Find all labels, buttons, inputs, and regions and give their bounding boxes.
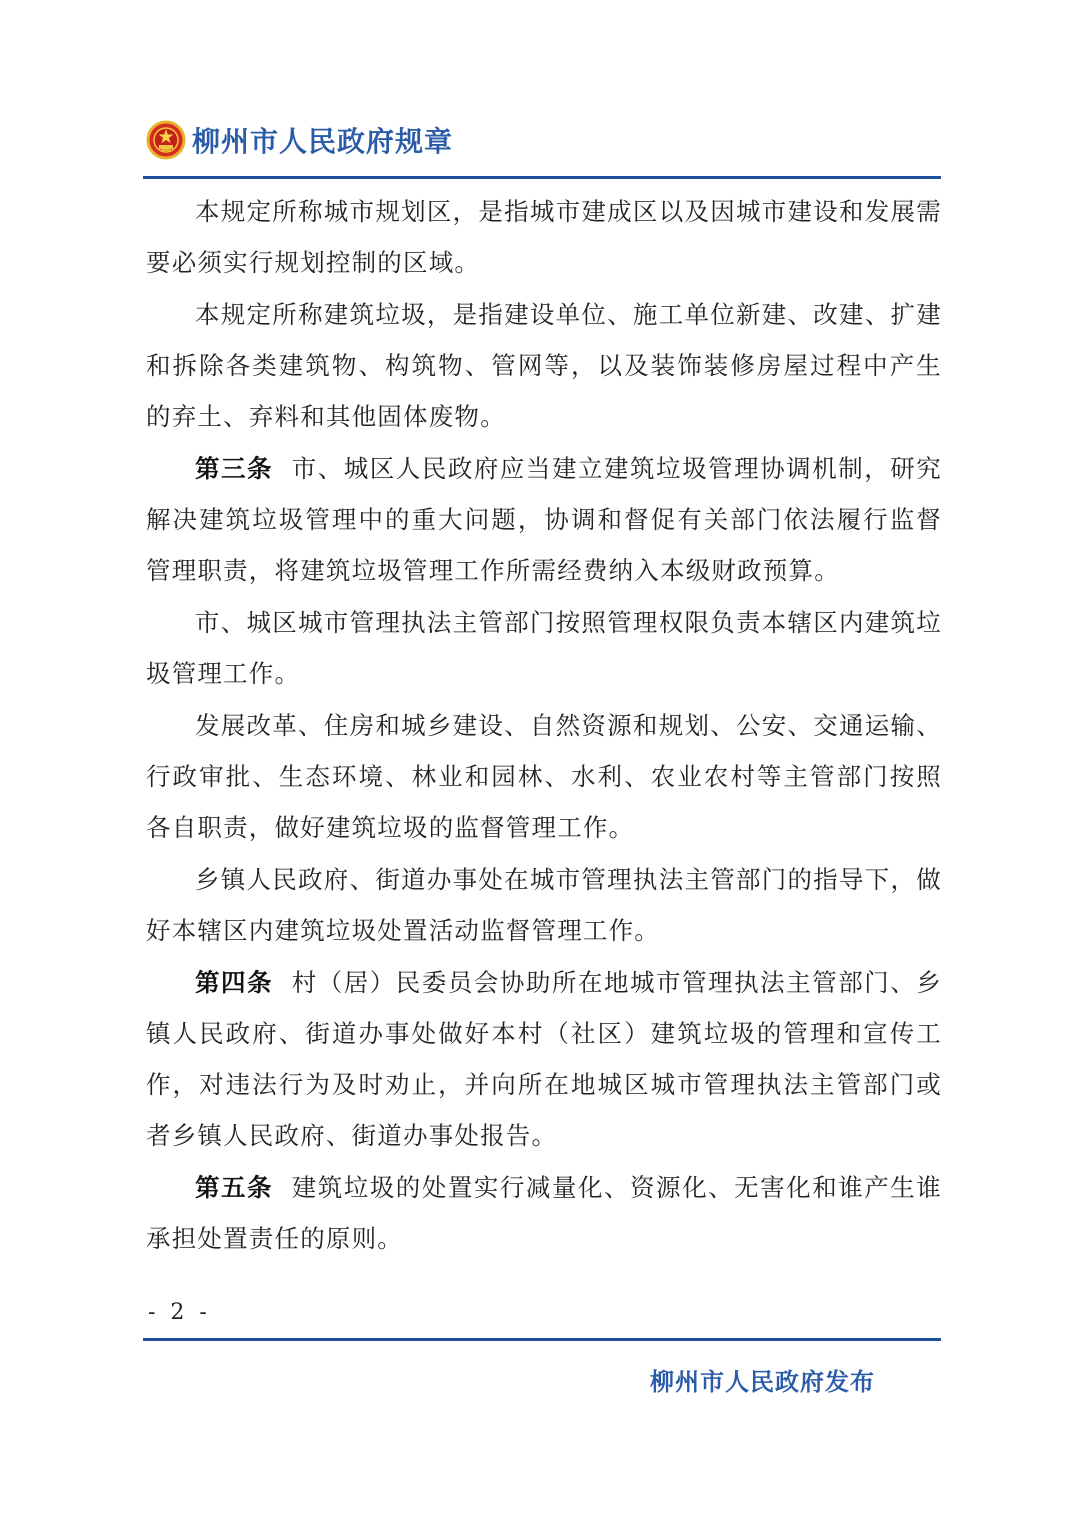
- paragraph: [146, 186, 942, 288]
- paragraph-text: 发展改革、住房和城乡建设、自然资源和规划、公安、交通运输、行政审批、生态环境、林业和园林、水利、农业农村等主管部门按照各自职责，做好建筑垃圾的监督管理工作。: [146, 711, 942, 842]
- header-divider: [143, 176, 941, 179]
- paragraph: [146, 289, 942, 442]
- paragraph-text: 村（居）民委员会协助所在地城市管理执法主管部门、乡镇人民政府、街道办事处做好本村（社区）建筑垃圾的管理和宣传工作，对违法行为及时劝止，并向所在地城区城市管理执法主管部门或者乡镇人民政府、街道办事处报告。: [146, 968, 942, 1150]
- document-body: [146, 186, 942, 1265]
- national-emblem-icon: [146, 120, 186, 160]
- document-header: [146, 112, 453, 168]
- page-number: - 2 -: [148, 1300, 211, 1325]
- article-heading: 第四条: [195, 968, 274, 997]
- paragraph: [146, 700, 942, 853]
- paragraph-text: 市、城区城市管理执法主管部门按照管理权限负责本辖区内建筑垃圾管理工作。: [146, 608, 942, 688]
- paragraph: [146, 597, 942, 699]
- paragraph: [146, 854, 942, 956]
- paragraph-text: 本规定所称建筑垃圾，是指建设单位、施工单位新建、改建、扩建和拆除各类建筑物、构筑物、管网等，以及装饰装修房屋过程中产生的弃土、弃料和其他固体废物。: [146, 300, 942, 431]
- article-heading: 第三条: [195, 454, 274, 483]
- article-heading: 第五条: [195, 1173, 274, 1202]
- paragraph: [146, 1162, 942, 1264]
- paragraph: [146, 957, 942, 1161]
- paragraph-text: 乡镇人民政府、街道办事处在城市管理执法主管部门的指导下，做好本辖区内建筑垃圾处置活动监督管理工作。: [146, 865, 942, 945]
- paragraph-text: 建筑垃圾的处置实行减量化、资源化、无害化和谁产生谁承担处置责任的原则。: [146, 1173, 942, 1253]
- paragraph-text: 市、城区人民政府应当建立建筑垃圾管理协调机制，研究解决建筑垃圾管理中的重大问题，协调和督促有关部门依法履行监督管理职责，将建筑垃圾管理工作所需经费纳入本级财政预算。: [146, 454, 942, 585]
- header-title: 柳州市人民政府规章: [192, 125, 454, 158]
- footer-divider: [143, 1338, 941, 1341]
- paragraph: [146, 443, 942, 596]
- footer-publisher: 柳州市人民政府发布: [650, 1368, 875, 1396]
- paragraph-text: 本规定所称城市规划区，是指城市建成区以及因城市建设和发展需要必须实行规划控制的区域。: [146, 197, 942, 277]
